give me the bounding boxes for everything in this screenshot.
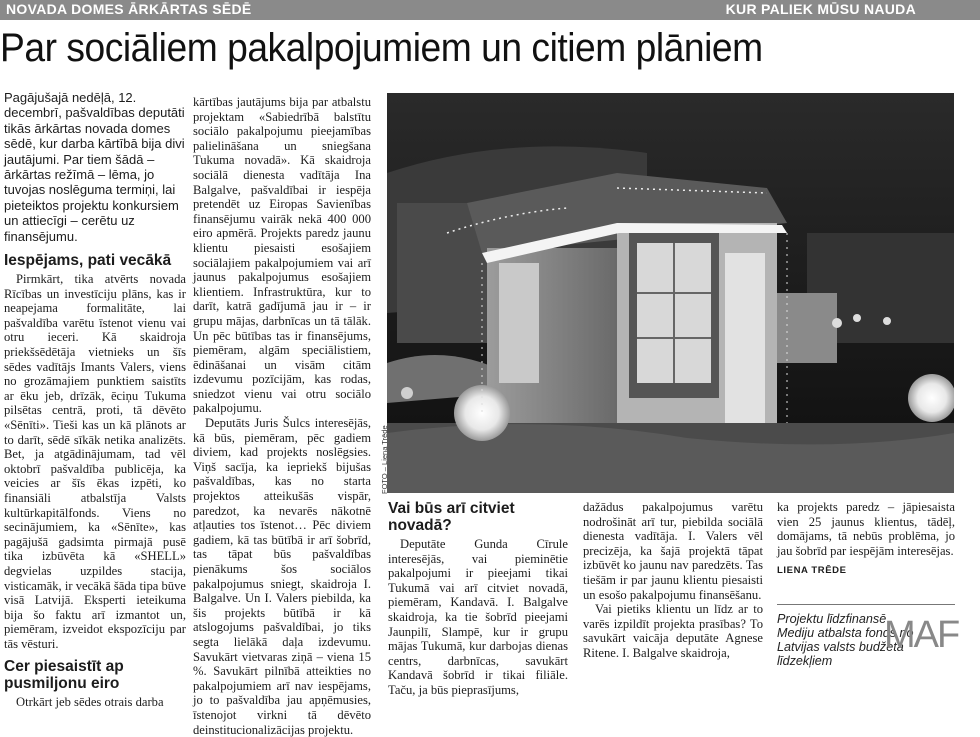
kiosk-night-photo <box>387 93 954 493</box>
funding-note: Projektu līdzfinansē Mediju atbalsta fonds no Latvijas valsts budžeta līdzekļiem <box>777 612 914 668</box>
article-headline: Par sociāliem pakalpojumiem un citiem plāniem <box>0 26 763 70</box>
subheading-elsewhere: Vai būs arī citviet novadā? <box>388 500 515 534</box>
section-bar <box>0 0 980 20</box>
paragraph: Pirmkārt, tika atvērts novada Rīcības un investīciju plāns, kas ir neapejama formalitāte, lai pašvaldība varētu īstenot vienu vai otru ieceri. Kā skaidroja priekšsēdētāja vietnieks un šīs sēdes vadītājs Imants Valers, viens no grozāmajiem punktiem saistīts ar ēku jeb, drīzāk, ēciņu Tukuma pilsētas centrā, proti, tā dēvēto «Sēnīti». Tieši kas un kā plānots ar to darīt, sēdē sīkāk netika analizēts. Bet, ja atgādinājumam, tad vēl oktobrī pašvaldība publicēja, ka veicies ar šīs ēkas izpēti, ko finansiāli atbalstīja Valsts kultūrkapitālfonds. Viens no secinājumiem, ka «Sēnīte», kas pagājušā gadsimta pirmajā pusē tika izbūvēta kā «SHELL» degvielas uzpildes stacija, visticamāk, ir vecākā šāda tipa būve visā Latvijā. Eksperti ieteikuma bija šo faktu arī izmantot un, piemēram, izveidot ekspozīciju par tās vēsturi. <box>4 272 186 651</box>
column-3 <box>388 500 568 698</box>
paragraph: dažādus pakalpojumus varētu nodrošināt arī tur, piebilda sociālā dienesta vadītāja. I. Valers vēl precizēja, ka šajā projektā tāpat izbūvēt ko jaunu nav paredzēts. Tas tiešām ir par jaunu klientu piesaisti un esošo pakalpojumu finansēšanu. <box>583 500 763 602</box>
column-4 <box>583 500 763 661</box>
divider <box>777 604 955 605</box>
article-author: LIENA TRĒDE <box>777 565 847 577</box>
maf-logo: MAF <box>884 614 959 656</box>
section-label-right: KUR PALIEK MŪSU NAUDA <box>725 1 916 17</box>
paragraph: kārtības jautājums bija par atbalstu projektam «Sabiedrībā balstītu sociālo pakalpojumu pieejamības palielināšana un sniegšana Tukuma novadā». Kā skaidroja sociālā dienesta vadītāja Ina Balgalve, pašvaldībai ir iespēja pretendēt uz Eiropas Savienības finansējumu vairāk nekā 400 000 eiro apmērā. Projekts paredz jaunu klientu piesaisti esošajiem sociālajiem pakalpojumiem vai arī jaunus pakalpojumus esošajiem klientiem. Infrastruktūra, kur to darīt, katrā gadījumā jau ir – ir grupu mājas, darbnīcas un tā tālāk. Un pēc būtības tas ir finansējums, piemēram, algām speciālistiem, ēdināšanai un visām citām izdevumu pozīcijām, kas rodas, sniedzot vienu vai otru sociālo pakalpojumu. <box>193 95 371 416</box>
column-1 <box>4 90 186 709</box>
paragraph: Deputāts Juris Šulcs interesējās, kā būs, piemēram, pēc gadiem diviem, kad projekts noslēgsies. Viņš sacīja, ka iepriekš bijušas pašvaldības, kas no starta projektos atteikušās vispār, paredzot, ka nevarēs nākotnē atļauties tos īstenot… Pēc diviem gadiem, kā tas būtībā ir arī šobrīd, tas tāpat būs pašvaldības pienākums šos sociālos pakalpojumus sniegt, skaidroja I. Balgalve. Un I. Valers piebilda, ka šis projekts būtībā ir kā atslogojums pašvaldībai, jo tiks segta lielākā daļa izdevumu. Savukārt vietvaras ziņā – viena 15 %. Savukārt pilnībā atteikties no pakalpojumiem arī nav iespējams, jo to pašvaldība jau apņēmusies, īstenojot virkni tā dēvēto deinstitucionalizācijas projektu. <box>193 416 371 737</box>
subheading-half-million: Cer piesaistīt ap pusmiljonu eiro <box>4 657 124 692</box>
paragraph: Deputāte Gunda Cīrule interesējās, vai pieminētie pakalpojumi ir pieejami tikai Tukumā vai arī citviet novadā, piemēram, Kandavā. I. Balgalve skaidroja, ka tie šobrīd pieejami Jaunpilī, Slampē, kur ir grupu mājas Tukumā, kur darbojas dienas centrs, darbnīcas, savukārt Kandavā šobrīd ir tikai filiāle. Taču, ja būs pieprasījums, <box>388 537 568 697</box>
article-photo <box>387 93 954 493</box>
photo-credit: FOTO – Liena Trēde <box>380 425 389 494</box>
paragraph: Vai pietiks klientu un līdz ar to varēs izpildīt projekta prasības? To savukārt vaicāja deputāte Agnese Ritene. I. Balgalve skaidroja, <box>583 602 763 660</box>
paragraph: ka projekts paredz – jāpiesaista vien 25 jaunus klientus, tādēļ, domājams, tā nebūs problēma, jo jau šobrīd par iespējām interesējas. <box>777 500 955 558</box>
column-2 <box>193 95 371 737</box>
paragraph: Otrkārt jeb sēdes otrais darba <box>16 694 164 709</box>
column-5 <box>777 500 955 579</box>
subheading-oldest: Iespējams, pati vecākā <box>4 252 172 270</box>
article-lead: Pagājušajā nedēļā, 12. decembrī, pašvaldības deputāti tikās ārkārtas novada domes sēdē, kur darba kārtībā bija divi jautājumi. Par tiem šādā – ārkārtas režīmā – lēma, jo tuvojas noslēguma termiņi, lai pieteiktos projektu konkursiem un attiecīgi – cerētu uz finansējumu. <box>4 90 185 244</box>
section-label-left: NOVADA DOMES ĀRKĀRTAS SĒDĒ <box>6 1 252 17</box>
